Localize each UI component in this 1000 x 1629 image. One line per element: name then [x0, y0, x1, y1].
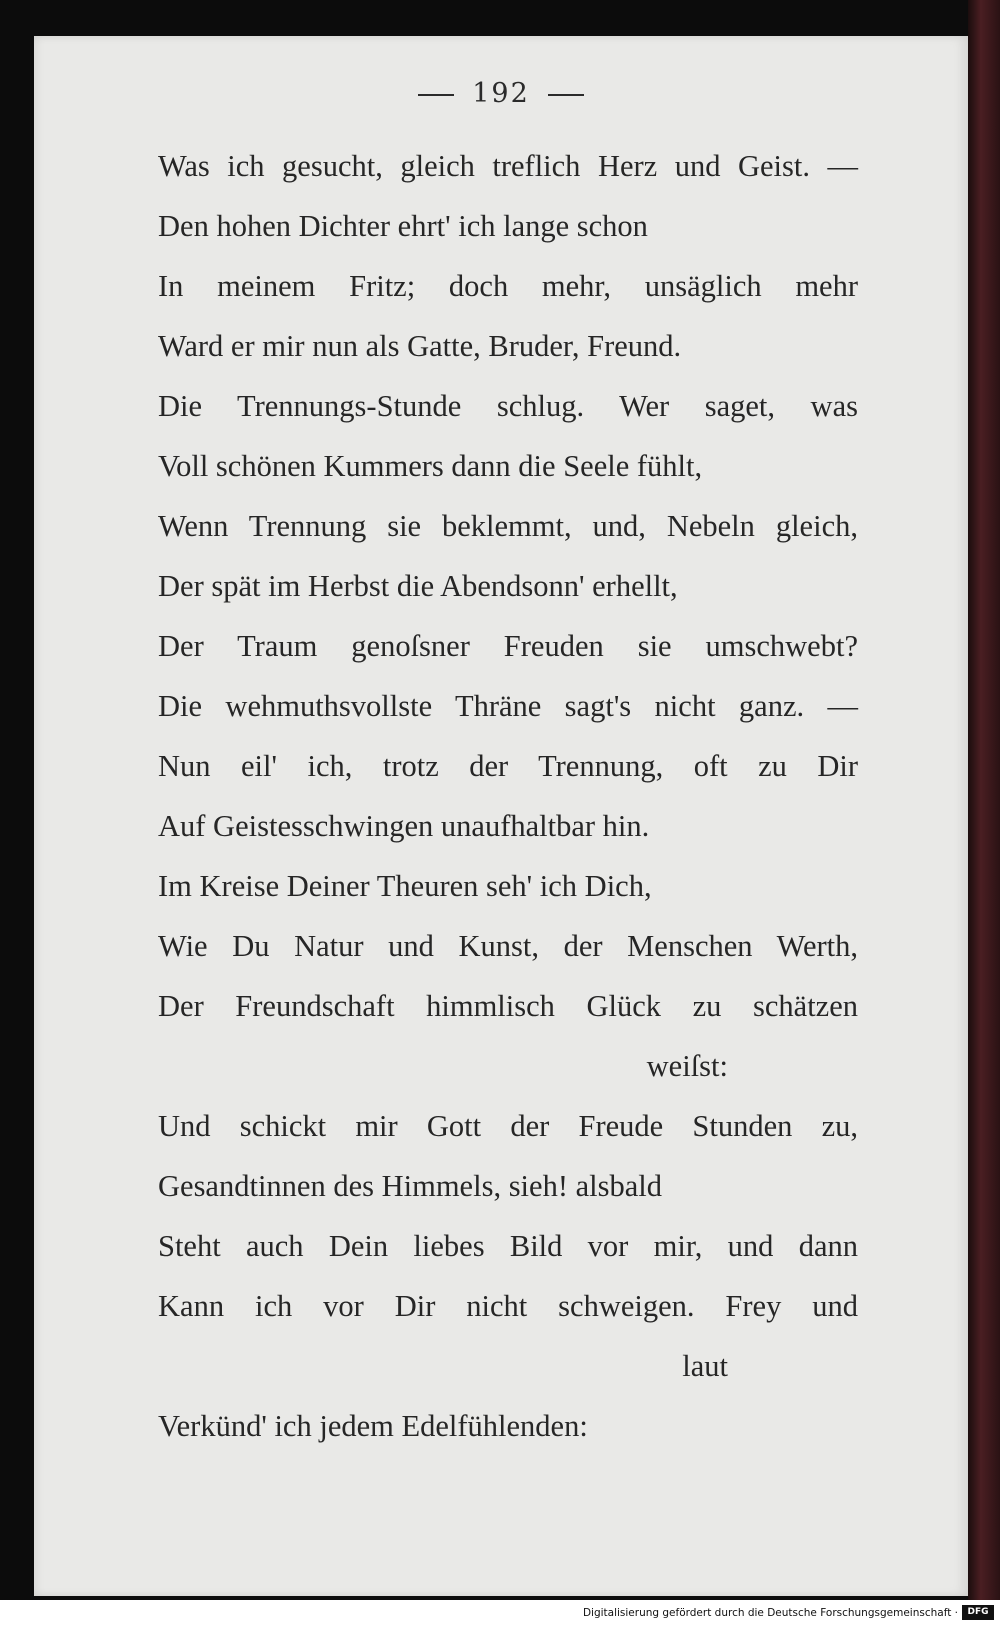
- poem-text: [158, 144, 858, 1464]
- poem-line: Was ich gesucht, gleich treflich Herz und Geist. —: [158, 149, 858, 183]
- poem-line: In meinem Fritz; doch mehr, unsäglich mehr: [158, 269, 858, 303]
- poem-line-carryover: weiſst:: [646, 1049, 728, 1083]
- poem-line-carryover: laut: [682, 1349, 728, 1383]
- poem-line: Wie Du Natur und Kunst, der Menschen Werth,: [158, 929, 858, 963]
- footer-bar: [0, 1602, 1000, 1629]
- poem-line: Voll schönen Kummers dann die Seele fühlt,: [158, 449, 703, 483]
- poem-line: Der Freundschaft himmlisch Glück zu schätzen: [158, 989, 858, 1023]
- poem-line: Im Kreise Deiner Theuren seh' ich Dich,: [158, 869, 652, 903]
- page-number-dash-right: [548, 94, 584, 96]
- poem-line: Steht auch Dein liebes Bild vor mir, und dann: [158, 1229, 858, 1263]
- poem-line: Den hohen Dichter ehrt' ich lange schon: [158, 209, 648, 243]
- footer-credit: Digitalisierung gefördert durch die Deutsche Forschungsgemeinschaft ·: [582, 1607, 958, 1619]
- poem-line: Wenn Trennung sie beklemmt, und, Nebeln gleich,: [158, 509, 858, 543]
- page-number-dash-left: [418, 94, 454, 96]
- page-number-text: 192: [472, 78, 530, 109]
- poem-line: Auf Geistesschwingen unaufhaltbar hin.: [158, 809, 650, 843]
- poem-line: Die wehmuthsvollste Thräne sagt's nicht ganz. —: [158, 689, 858, 723]
- poem-line: Nun eil' ich, trotz der Trennung, oft zu Dir: [158, 749, 858, 783]
- book-page: [34, 36, 968, 1596]
- poem-line: Und schickt mir Gott der Freude Stunden zu,: [158, 1109, 858, 1143]
- book-cover-edge: [968, 0, 1000, 1600]
- dfg-logo: DFG: [962, 1605, 994, 1620]
- page-number: [34, 78, 968, 109]
- poem-line: Der Traum genoſsner Freuden sie umschwebt?: [158, 629, 858, 663]
- poem-line: Ward er mir nun als Gatte, Bruder, Freund.: [158, 329, 682, 363]
- poem-line: Verkünd' ich jedem Edelfühlenden:: [158, 1409, 588, 1443]
- poem-line: Die Trennungs-Stunde schlug. Wer saget, was: [158, 389, 858, 423]
- poem-line: Der spät im Herbst die Abendsonn' erhellt,: [158, 569, 678, 603]
- poem-line: Kann ich vor Dir nicht schweigen. Frey und: [158, 1289, 858, 1323]
- poem-line: Gesandtinnen des Himmels, sieh! alsbald: [158, 1169, 662, 1203]
